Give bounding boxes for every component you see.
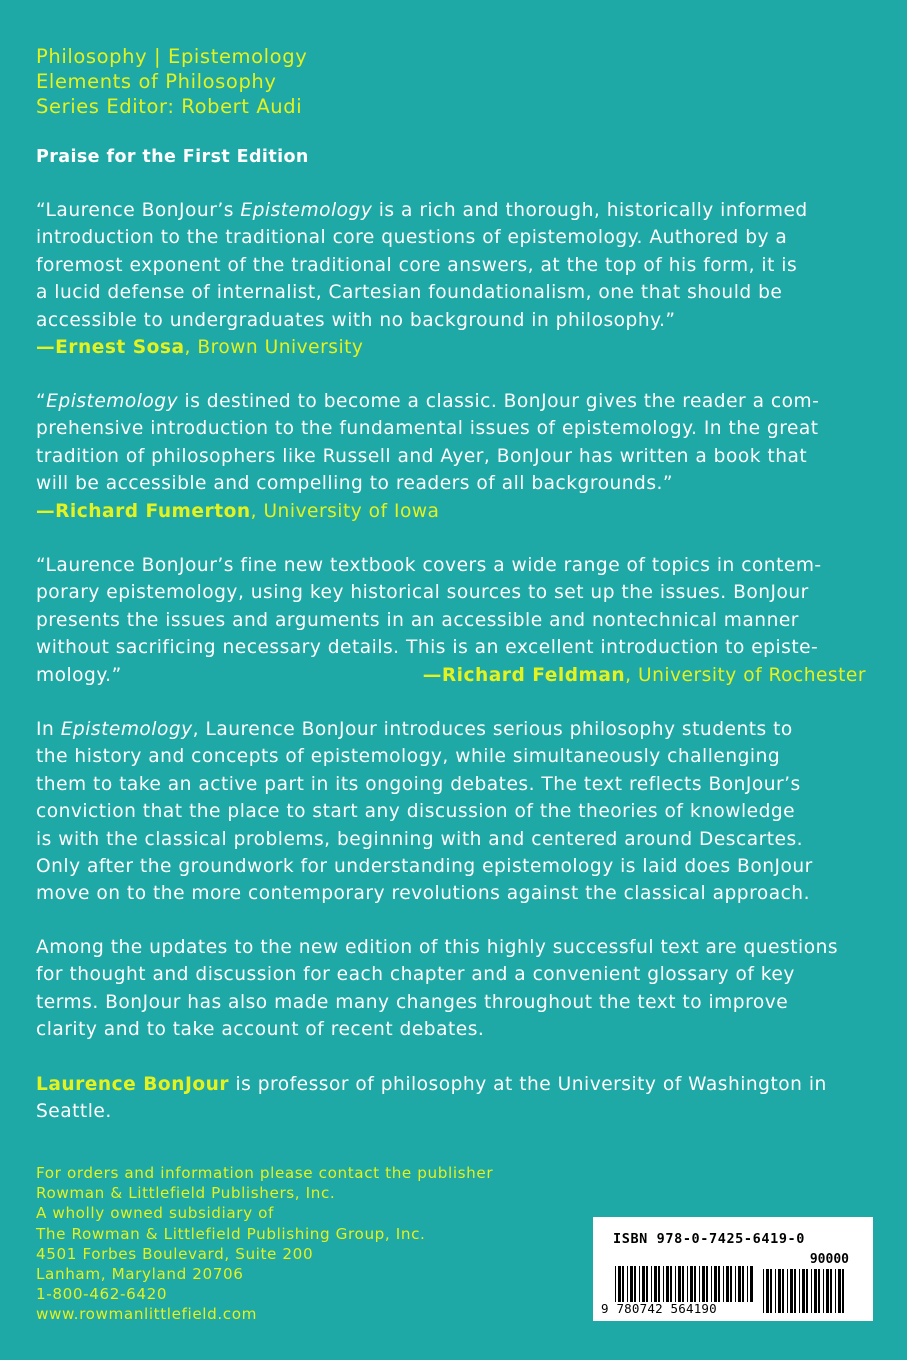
quote-feldman: [36, 552, 866, 689]
barcode-bar: [787, 1269, 788, 1313]
barcode-bar: [630, 1266, 633, 1302]
barcode-bar: [651, 1266, 652, 1302]
book-title: Epistemology: [240, 200, 373, 221]
barcode-bar: [642, 1266, 645, 1302]
barcode-bar: [663, 1266, 664, 1302]
description-line: In Epistemology, Laurence BonJour introduces serious philosophy students to: [36, 719, 793, 740]
quote-line: tradition of philosophers like Russell and Ayer, BonJour has written a book that: [36, 445, 808, 467]
bio-name: Laurence BonJour: [36, 1074, 230, 1095]
barcode-bar: [823, 1269, 824, 1313]
publisher-contact: [36, 1163, 493, 1325]
barcode-bar: [778, 1269, 781, 1313]
contact-line: The Rowman & Littlefield Publishing Group, Inc.: [36, 1224, 426, 1243]
barcode-bar: [799, 1269, 800, 1313]
quote-line: “Epistemology is destined to become a classic. BonJour gives the reader a com-: [36, 391, 820, 412]
contact-line: Rowman & Littlefield Publishers, Inc.: [36, 1184, 336, 1203]
barcode-bar: [735, 1266, 736, 1302]
category-line: Philosophy | Epistemology: [36, 45, 308, 68]
attribution-author: —Ernest Sosa: [36, 337, 185, 359]
description-line: conviction that the place to start any discussion of the theories of knowledge: [36, 801, 796, 823]
isbn-number: ISBN 978-0-7425-6419-0: [613, 1231, 806, 1247]
barcode-bar: [747, 1266, 748, 1302]
attribution-affiliation: , Brown University: [184, 337, 364, 359]
barcode-bar: [766, 1269, 769, 1313]
barcode-bar: [618, 1266, 621, 1302]
price-code: 90000: [809, 1252, 849, 1267]
barcode-bar: [818, 1269, 820, 1313]
praise-heading: Praise for the First Edition: [36, 147, 309, 167]
series-line: Elements of Philosophy: [36, 70, 277, 93]
quote-line: will be accessible and compelling to readers of all backgrounds.”: [36, 473, 674, 495]
barcode-bar: [627, 1266, 628, 1302]
barcode-bar: [666, 1266, 669, 1302]
isbn-barcode: [593, 1217, 873, 1321]
contact-line: For orders and information please contact the publisher: [36, 1164, 494, 1182]
contact-line: 1-800-462-6420: [36, 1285, 168, 1304]
attribution-affiliation: , University of Iowa: [250, 500, 440, 522]
quote-line: accessible to undergraduates with no background in philosophy.”: [36, 309, 676, 331]
barcode-bar: [738, 1266, 741, 1302]
quote-line: presents the issues and arguments in an accessible and nontechnical manner: [36, 609, 799, 631]
bio-line: Seattle.: [36, 1101, 112, 1123]
barcode-bar: [654, 1266, 657, 1302]
quote-fumerton: [36, 388, 866, 525]
barcode-bar: [690, 1266, 693, 1302]
attribution-affiliation: , University of Rochester: [625, 664, 866, 686]
barcode-bar: [670, 1266, 672, 1302]
quote-line: foremost exponent of the traditional core answers, at the top of his form, it is: [36, 254, 798, 276]
barcode-bar: [782, 1269, 784, 1313]
book-title: Epistemology: [46, 391, 179, 412]
barcode-bar: [830, 1269, 832, 1313]
updates-line: clarity and to take account of recent debates.: [36, 1019, 485, 1041]
quote-line-text: mology.”: [36, 664, 122, 686]
quote-sosa: [36, 197, 866, 361]
barcode-bar: [838, 1269, 841, 1313]
description-line: the history and concepts of epistemology, while simultaneously challenging: [36, 746, 781, 768]
editor-line: Series Editor: Robert Audi: [36, 95, 303, 118]
barcode-bar: [811, 1269, 812, 1313]
quote-line: a lucid defense of internalist, Cartesian foundationalism, one that should be: [36, 282, 783, 304]
barcode-bar: [842, 1269, 844, 1313]
barcode-digits: 9 780742 564190: [601, 1301, 717, 1316]
barcode-bar: [687, 1266, 688, 1302]
barcode-bar: [802, 1269, 805, 1313]
barcode-bar: [658, 1266, 660, 1302]
bio-text: is professor of philosophy at the University of Washington in: [229, 1074, 827, 1095]
barcode-bar: [806, 1269, 808, 1313]
barcode-bar: [726, 1266, 729, 1302]
addon-barcode-bars: [763, 1269, 849, 1313]
description-line: is with the classical problems, beginning with and centered around Descartes.: [36, 828, 804, 850]
barcode-bar: [742, 1266, 744, 1302]
quote-line: “Laurence BonJour’s fine new textbook covers a wide range of topics in contem-: [36, 555, 822, 576]
barcode-bar: [814, 1269, 817, 1313]
updates: [36, 934, 866, 1044]
barcode-bar: [714, 1266, 717, 1302]
description-line: move on to the more contemporary revolutions against the classical approach.: [36, 883, 811, 905]
quote-line: porary epistemology, using key historical sources to set up the issues. BonJour: [36, 582, 809, 604]
barcode-bar: [615, 1266, 616, 1302]
contact-line: A wholly owned subsidiary of: [36, 1204, 274, 1223]
updates-line: Among the updates to the new edition of this highly successful text are questions: [36, 937, 839, 958]
quote-line: without sacrificing necessary details. This is an excellent introduction to episte-: [36, 637, 819, 659]
attribution-author: —Richard Fumerton: [36, 500, 251, 522]
barcode-bar: [790, 1269, 793, 1313]
quote-line: prehensive introduction to the fundamental issues of epistemology. In the great: [36, 418, 819, 440]
description: [36, 716, 866, 908]
attribution-author: —Richard Feldman: [422, 664, 626, 686]
barcode-bar: [646, 1266, 648, 1302]
barcode-bar: [730, 1266, 732, 1302]
barcode-bars: [615, 1266, 755, 1302]
barcode-bar: [639, 1266, 640, 1302]
quote-attribution: [36, 498, 866, 525]
barcode-bar: [711, 1266, 712, 1302]
barcode-bar: [706, 1266, 708, 1302]
quote-attribution: [423, 662, 866, 689]
barcode-bar: [678, 1266, 681, 1302]
contact-line: www.rowmanlittlefield.com: [36, 1305, 257, 1324]
contact-line: Lanham, Maryland 20706: [36, 1265, 244, 1284]
contact-line: 4501 Forbes Boulevard, Suite 200: [36, 1244, 314, 1263]
barcode-bar: [723, 1266, 724, 1302]
barcode-bar: [682, 1266, 684, 1302]
barcode-bar: [675, 1266, 676, 1302]
barcode-bar: [634, 1266, 636, 1302]
barcode-bar: [702, 1266, 705, 1302]
quote-line: [36, 662, 866, 689]
barcode-bar: [750, 1266, 753, 1302]
barcode-bar: [763, 1269, 764, 1313]
barcode-bar: [718, 1266, 720, 1302]
quote-line: “Laurence BonJour’s Epistemology is a rich and thorough, historically informed: [36, 200, 808, 221]
barcode-bar: [622, 1266, 624, 1302]
updates-line: terms. BonJour has also made many changes throughout the text to improve: [36, 991, 789, 1013]
bio-line: [36, 1071, 866, 1098]
updates-line: for thought and discussion for each chapter and a convenient glossary of key: [36, 964, 795, 986]
description-line: Only after the groundwork for understanding epistemology is laid does BonJour: [36, 856, 813, 878]
barcode-bar: [826, 1269, 829, 1313]
barcode-bar: [694, 1266, 696, 1302]
barcode-bar: [699, 1266, 700, 1302]
barcode-bar: [835, 1269, 836, 1313]
quote-line: introduction to the traditional core questions of epistemology. Authored by a: [36, 227, 788, 249]
series-info: [36, 44, 307, 119]
barcode-bar: [775, 1269, 776, 1313]
barcode-bar: [794, 1269, 796, 1313]
quote-attribution: [36, 334, 866, 361]
barcode-bar: [770, 1269, 772, 1313]
book-title: Epistemology: [60, 719, 193, 740]
author-bio: [36, 1071, 866, 1126]
description-line: them to take an active part in its ongoing debates. The text reflects BonJour’s: [36, 773, 801, 795]
